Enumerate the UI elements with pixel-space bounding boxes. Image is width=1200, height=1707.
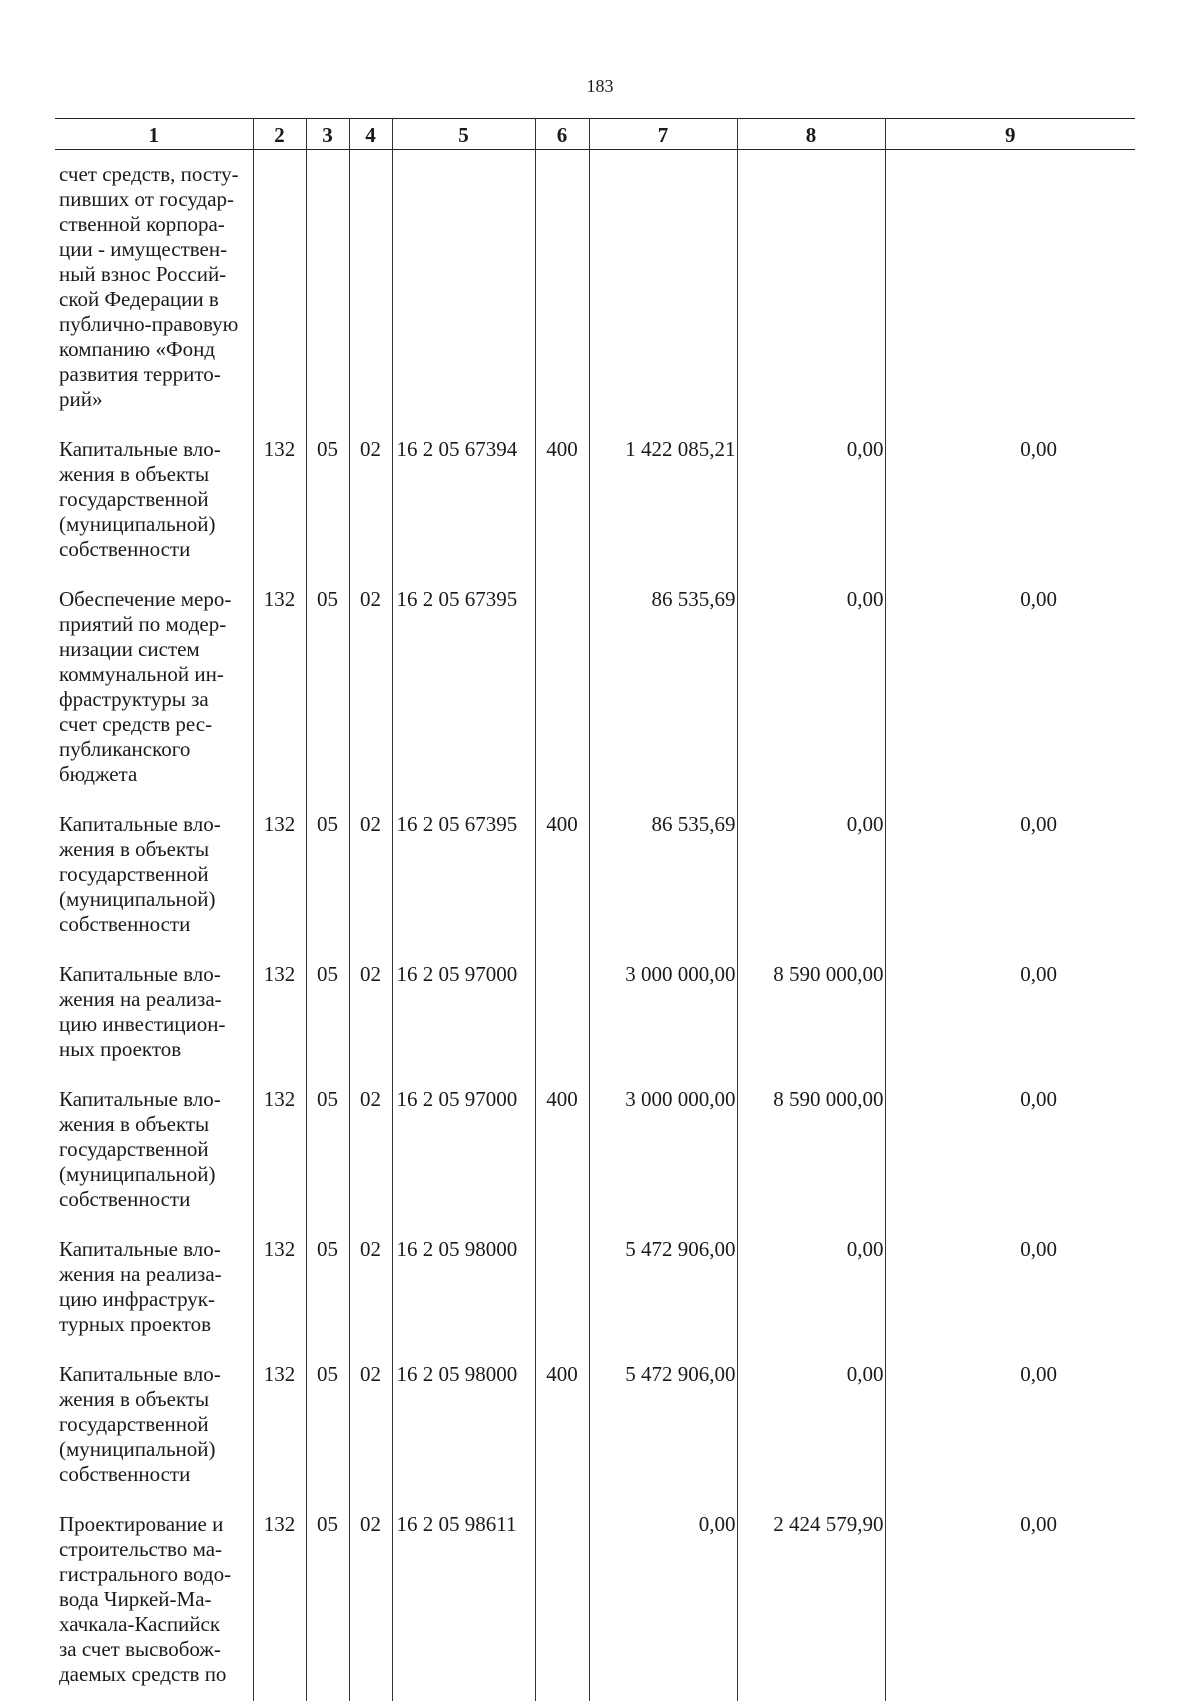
subsection-code-cell: 02 xyxy=(349,587,392,812)
amount-col9-cell: 0,00 xyxy=(885,437,1135,587)
row-name-line: приятий по модер- xyxy=(59,612,227,636)
row-name-line: (муниципальной) xyxy=(59,1437,216,1461)
amount-col8-cell: 0,00 xyxy=(737,812,885,962)
row-name-line: низации систем xyxy=(59,637,200,661)
amount-col7-cell: 5 472 906,00 xyxy=(589,1237,737,1362)
row-name-line: жения в объекты xyxy=(59,837,210,861)
admin-code-cell: 132 xyxy=(253,587,306,812)
admin-code-cell: 132 xyxy=(253,1237,306,1362)
amount-col7-cell: 1 422 085,21 xyxy=(589,437,737,587)
row-name-line: публично-правовую xyxy=(59,312,239,336)
row-name-cell xyxy=(55,1512,253,1701)
row-name-line: Обеспечение меро- xyxy=(59,587,232,611)
target-article-cell: 16 2 05 98000 xyxy=(392,1362,535,1512)
amount-col8-cell: 8 590 000,00 xyxy=(737,1087,885,1237)
amount-col7-cell xyxy=(589,150,737,438)
header-cell: 2 xyxy=(253,119,306,150)
table-row xyxy=(55,1512,1135,1701)
target-article-cell: 16 2 05 98611 xyxy=(392,1512,535,1701)
amount-col9-cell: 0,00 xyxy=(885,587,1135,812)
header-cell: 1 xyxy=(55,119,253,150)
subsection-code-cell: 02 xyxy=(349,812,392,962)
amount-col9-cell: 0,00 xyxy=(885,1237,1135,1362)
amount-col9-cell: 0,00 xyxy=(885,1512,1135,1701)
subsection-code-cell xyxy=(349,150,392,438)
row-name-line: бюджета xyxy=(59,762,138,786)
target-article-cell xyxy=(392,150,535,438)
expense-type-cell: 400 xyxy=(535,437,589,587)
row-name-line: цию инвестицион- xyxy=(59,1012,226,1036)
expense-type-cell xyxy=(535,1237,589,1362)
row-name-line: жения в объекты xyxy=(59,1112,210,1136)
amount-col8-cell xyxy=(737,150,885,438)
header-cell: 9 xyxy=(885,119,1135,150)
admin-code-cell: 132 xyxy=(253,1362,306,1512)
table-body xyxy=(55,150,1135,1702)
row-name-line: ской Федерации в xyxy=(59,287,219,311)
target-article-cell: 16 2 05 97000 xyxy=(392,962,535,1087)
admin-code-cell: 132 xyxy=(253,437,306,587)
row-name-line: вода Чиркей-Ма- xyxy=(59,1587,212,1611)
row-name-line: государственной xyxy=(59,1137,209,1161)
admin-code-cell: 132 xyxy=(253,812,306,962)
subsection-code-cell: 02 xyxy=(349,1362,392,1512)
section-code-cell: 05 xyxy=(306,437,349,587)
budget-table xyxy=(55,118,1135,1701)
row-name-line: жения в объекты xyxy=(59,1387,210,1411)
row-name-line: Капитальные вло- xyxy=(59,1362,221,1386)
table-row xyxy=(55,587,1135,812)
row-name-cell xyxy=(55,587,253,812)
row-name-line: государственной xyxy=(59,862,209,886)
section-code-cell: 05 xyxy=(306,1237,349,1362)
table-row xyxy=(55,1237,1135,1362)
expense-type-cell: 400 xyxy=(535,812,589,962)
subsection-code-cell: 02 xyxy=(349,1237,392,1362)
header-cell: 5 xyxy=(392,119,535,150)
row-name-line: жения на реализа- xyxy=(59,987,222,1011)
row-name-cell xyxy=(55,437,253,587)
header-cell: 4 xyxy=(349,119,392,150)
amount-col9-cell: 0,00 xyxy=(885,962,1135,1087)
row-name-line: цию инфраструк- xyxy=(59,1287,215,1311)
table-row xyxy=(55,150,1135,438)
expense-type-cell xyxy=(535,1512,589,1701)
amount-col7-cell: 3 000 000,00 xyxy=(589,962,737,1087)
row-name-line: (муниципальной) xyxy=(59,512,216,536)
page-number: 183 xyxy=(586,76,614,96)
expense-type-cell: 400 xyxy=(535,1362,589,1512)
row-name-line: собственности xyxy=(59,912,191,936)
row-name-line: гистрального водо- xyxy=(59,1562,232,1586)
expense-type-cell xyxy=(535,962,589,1087)
header-cell: 6 xyxy=(535,119,589,150)
row-name-line: ственной корпора- xyxy=(59,212,225,236)
section-code-cell: 05 xyxy=(306,812,349,962)
subsection-code-cell: 02 xyxy=(349,1087,392,1237)
expense-type-cell: 400 xyxy=(535,1087,589,1237)
row-name-cell xyxy=(55,1087,253,1237)
row-name-line: ный взнос Россий- xyxy=(59,262,227,286)
amount-col8-cell: 0,00 xyxy=(737,437,885,587)
row-name-line: даемых средств по xyxy=(59,1662,227,1686)
subsection-code-cell: 02 xyxy=(349,962,392,1087)
row-name-line: Капитальные вло- xyxy=(59,812,221,836)
section-code-cell: 05 xyxy=(306,1362,349,1512)
row-name-line: компанию «Фонд xyxy=(59,337,216,361)
table-row xyxy=(55,437,1135,587)
row-name-line: Проектирование и xyxy=(59,1512,224,1536)
admin-code-cell: 132 xyxy=(253,962,306,1087)
row-name-cell xyxy=(55,962,253,1087)
row-name-line: Капитальные вло- xyxy=(59,437,221,461)
section-code-cell: 05 xyxy=(306,1512,349,1701)
row-name-cell xyxy=(55,812,253,962)
row-name-line: (муниципальной) xyxy=(59,887,216,911)
row-name-line: жения на реализа- xyxy=(59,1262,222,1286)
header-row xyxy=(55,119,1135,150)
subsection-code-cell: 02 xyxy=(349,1512,392,1701)
row-name-line: ных проектов xyxy=(59,1037,182,1061)
amount-col7-cell: 86 535,69 xyxy=(589,812,737,962)
row-name-line: счет средств, посту- xyxy=(59,162,239,186)
amount-col9-cell xyxy=(885,150,1135,438)
row-name-line: рий» xyxy=(59,387,103,411)
row-name-cell xyxy=(55,150,253,438)
table-row xyxy=(55,812,1135,962)
target-article-cell: 16 2 05 67395 xyxy=(392,812,535,962)
subsection-code-cell: 02 xyxy=(349,437,392,587)
admin-code-cell: 132 xyxy=(253,1512,306,1701)
row-name-line: собственности xyxy=(59,1462,191,1486)
row-name-line: пивших от государ- xyxy=(59,187,235,211)
amount-col8-cell: 0,00 xyxy=(737,1237,885,1362)
section-code-cell: 05 xyxy=(306,962,349,1087)
amount-col8-cell: 8 590 000,00 xyxy=(737,962,885,1087)
amount-col9-cell: 0,00 xyxy=(885,1362,1135,1512)
amount-col8-cell: 0,00 xyxy=(737,1362,885,1512)
row-name-line: (муниципальной) xyxy=(59,1162,216,1186)
row-name-line: строительство ма- xyxy=(59,1537,223,1561)
amount-col9-cell: 0,00 xyxy=(885,1087,1135,1237)
row-name-line: государственной xyxy=(59,1412,209,1436)
row-name-cell xyxy=(55,1237,253,1362)
amount-col8-cell: 0,00 xyxy=(737,587,885,812)
section-code-cell: 05 xyxy=(306,1087,349,1237)
row-name-line: собственности xyxy=(59,1187,191,1211)
row-name-line: счет средств рес- xyxy=(59,712,213,736)
admin-code-cell: 132 xyxy=(253,1087,306,1237)
expense-type-cell xyxy=(535,587,589,812)
row-name-line: Капитальные вло- xyxy=(59,1087,221,1111)
row-name-line: фраструктуры за xyxy=(59,687,209,711)
amount-col8-cell: 2 424 579,90 xyxy=(737,1512,885,1701)
amount-col7-cell: 0,00 xyxy=(589,1512,737,1701)
row-name-line: турных проектов xyxy=(59,1312,212,1336)
admin-code-cell xyxy=(253,150,306,438)
amount-col7-cell: 86 535,69 xyxy=(589,587,737,812)
section-code-cell xyxy=(306,150,349,438)
expense-type-cell xyxy=(535,150,589,438)
row-name-line: за счет высвобож- xyxy=(59,1637,221,1661)
header-cell: 7 xyxy=(589,119,737,150)
header-cell: 8 xyxy=(737,119,885,150)
row-name-line: Капитальные вло- xyxy=(59,1237,221,1261)
row-name-line: ции - имуществен- xyxy=(59,237,228,261)
row-name-line: развития террито- xyxy=(59,362,221,386)
row-name-cell xyxy=(55,1362,253,1512)
table-row xyxy=(55,1362,1135,1512)
row-name-line: собственности xyxy=(59,537,191,561)
row-name-line: хачкала-Каспийск xyxy=(59,1612,221,1636)
target-article-cell: 16 2 05 97000 xyxy=(392,1087,535,1237)
target-article-cell: 16 2 05 98000 xyxy=(392,1237,535,1362)
table-row xyxy=(55,1087,1135,1237)
row-name-line: жения в объекты xyxy=(59,462,210,486)
target-article-cell: 16 2 05 67394 xyxy=(392,437,535,587)
section-code-cell: 05 xyxy=(306,587,349,812)
row-name-line: государственной xyxy=(59,487,209,511)
target-article-cell: 16 2 05 67395 xyxy=(392,587,535,812)
row-name-line: Капитальные вло- xyxy=(59,962,221,986)
amount-col9-cell: 0,00 xyxy=(885,812,1135,962)
header-cell: 3 xyxy=(306,119,349,150)
amount-col7-cell: 3 000 000,00 xyxy=(589,1087,737,1237)
row-name-line: коммунальной ин- xyxy=(59,662,224,686)
table-row xyxy=(55,962,1135,1087)
amount-col7-cell: 5 472 906,00 xyxy=(589,1362,737,1512)
row-name-line: публиканского xyxy=(59,737,191,761)
